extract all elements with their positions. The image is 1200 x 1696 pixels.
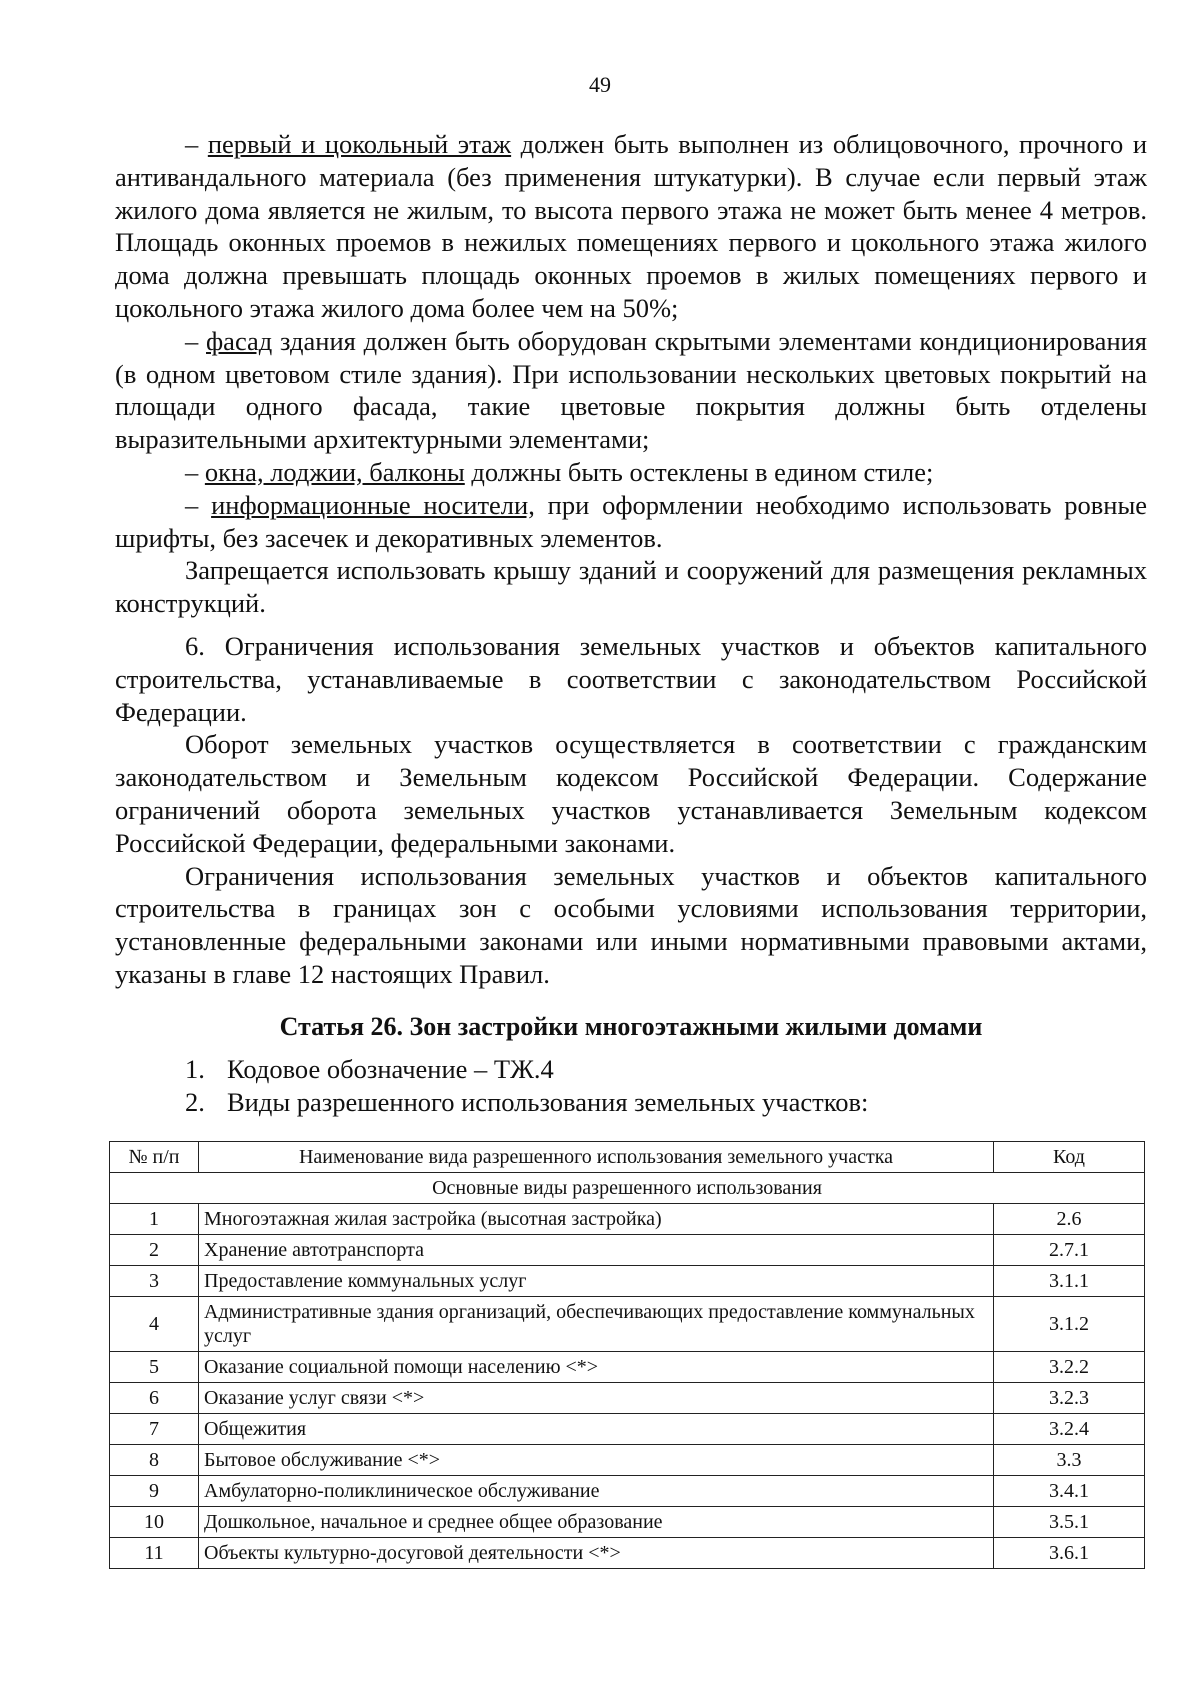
row-number: 3 (110, 1266, 199, 1297)
table-row (110, 1204, 1145, 1235)
row-name: Амбулаторно-поликлиническое обслуживание (199, 1476, 994, 1507)
row-name: Объекты культурно-досуговой деятельности <*> (199, 1538, 994, 1569)
underlined-term: информационные носители, (211, 489, 535, 520)
paragraph-windows (115, 456, 1147, 489)
paragraph-text: при оформлении необходимо использовать ровные шрифты, без засечек и декоративных элементов. (115, 489, 1148, 553)
row-number: 1 (110, 1204, 199, 1235)
page-number: 49 (589, 72, 611, 97)
article-item-uses (115, 1086, 1147, 1119)
table-row (110, 1297, 1145, 1352)
row-number: 6 (110, 1383, 199, 1414)
list-dash: – (185, 129, 208, 159)
permitted-uses-table (109, 1141, 1145, 1569)
row-name: Многоэтажная жилая застройка (высотная застройка) (199, 1204, 994, 1235)
row-code: 3.5.1 (994, 1507, 1145, 1538)
table-row (110, 1507, 1145, 1538)
row-number: 4 (110, 1297, 199, 1352)
paragraph-text: должен быть выполнен из облицовочного, прочного и антивандального материала (без применения штукатурки). В случае если первый этаж жилого дома является не жилым, то высота первого этажа не может быть менее 4 метров. Площадь оконных проемов в нежилых помещениях первого и цокольного этажа жилого дома должна превышать площадь оконных проемов в жилых помещениях первого и цокольного этажа жилого дома более чем на 50%; (115, 129, 1148, 323)
row-name: Дошкольное, начальное и среднее общее образование (199, 1507, 994, 1538)
table-row (110, 1445, 1145, 1476)
row-code: 3.2.4 (994, 1414, 1145, 1445)
item-number: 2. (185, 1086, 205, 1117)
row-name: Бытовое обслуживание <*> (199, 1445, 994, 1476)
underlined-term: фасад (206, 325, 273, 356)
paragraph-text: здания должен быть оборудован скрытыми элементами кондиционирования (в одном цветовом стиле здания). При использовании нескольких цветовых покрытий на площади одного фасада, такие цветовые покрытия должны быть отделены выразительными архитектурными элементами; (115, 325, 1148, 455)
row-name: Административные здания организаций, обеспечивающих предоставление коммунальных услуг (199, 1297, 994, 1352)
body-text (115, 128, 1147, 1119)
paragraph-section-6: 6. Ограничения использования земельных участков и объектов капитального строительства, устанавливаемые в соответствии с законодательством Российской Федерации. (115, 630, 1147, 727)
list-dash: – (185, 456, 205, 487)
row-name: Оказание услуг связи <*> (199, 1383, 994, 1414)
table-row (110, 1414, 1145, 1445)
list-dash: – (185, 489, 212, 520)
table-row (110, 1235, 1145, 1266)
header-number: № п/п (110, 1142, 199, 1173)
underlined-term: первый и цокольный этаж (207, 129, 512, 159)
paragraph-roof-ban: Запрещается использовать крышу зданий и сооружений для размещения рекламных конструкций. (115, 555, 1147, 619)
row-code: 2.6 (994, 1204, 1145, 1235)
underlined-term: окна, лоджии, балконы (204, 456, 465, 487)
paragraph-first-floor (115, 128, 1147, 325)
header-name: Наименование вида разрешенного использования земельного участка (199, 1142, 994, 1173)
section-title: Основные виды разрешенного использования (110, 1173, 1145, 1204)
paragraph-land-turnover: Оборот земельных участков осуществляется в соответствии с гражданским законодательством и Земельным кодексом Российской Федерации. Содержание ограничений оборота земельных участков устанавливается Земельным кодексом Российской Федерации, федеральными законами. (115, 729, 1147, 858)
row-number: 2 (110, 1235, 199, 1266)
table-row (110, 1538, 1145, 1569)
item-text: Виды разрешенного использования земельных участков: (227, 1086, 869, 1117)
row-name: Предоставление коммунальных услуг (199, 1266, 994, 1297)
row-code: 3.3 (994, 1445, 1145, 1476)
row-name: Общежития (199, 1414, 994, 1445)
row-number: 5 (110, 1352, 199, 1383)
article-heading: Статья 26. Зон застройки многоэтажными жилыми домами (279, 1011, 983, 1041)
paragraph-zone-restrictions: Ограничения использования земельных участков и объектов капитального строительства в границах зон с особыми условиями использования территории, установленные федеральными законами или иными нормативными правовыми актами, указаны в главе 12 настоящих Правил. (115, 860, 1147, 989)
row-number: 11 (110, 1538, 199, 1569)
paragraph-text: должны быть остеклены в едином стиле; (464, 456, 934, 487)
row-name: Хранение автотранспорта (199, 1235, 994, 1266)
table-section-row (110, 1173, 1145, 1204)
item-text: Кодовое обозначение – ТЖ.4 (227, 1053, 554, 1084)
paragraph-info-carriers (115, 489, 1147, 555)
article-item-code (115, 1053, 1147, 1086)
row-code: 3.2.2 (994, 1352, 1145, 1383)
item-number: 1. (185, 1053, 205, 1084)
table-row (110, 1352, 1145, 1383)
row-number: 10 (110, 1507, 199, 1538)
table-row (110, 1476, 1145, 1507)
table-row (110, 1383, 1145, 1414)
row-code: 3.4.1 (994, 1476, 1145, 1507)
row-code: 3.2.3 (994, 1383, 1145, 1414)
row-name: Оказание социальной помощи населению <*> (199, 1352, 994, 1383)
row-number: 9 (110, 1476, 199, 1507)
row-number: 7 (110, 1414, 199, 1445)
row-code: 3.1.1 (994, 1266, 1145, 1297)
row-number: 8 (110, 1445, 199, 1476)
row-code: 2.7.1 (994, 1235, 1145, 1266)
table-row (110, 1266, 1145, 1297)
table-header-row (110, 1142, 1145, 1173)
row-code: 3.6.1 (994, 1538, 1145, 1569)
list-dash: – (185, 325, 207, 356)
paragraph-facade (115, 325, 1147, 456)
row-code: 3.1.2 (994, 1297, 1145, 1352)
header-code: Код (994, 1142, 1145, 1173)
